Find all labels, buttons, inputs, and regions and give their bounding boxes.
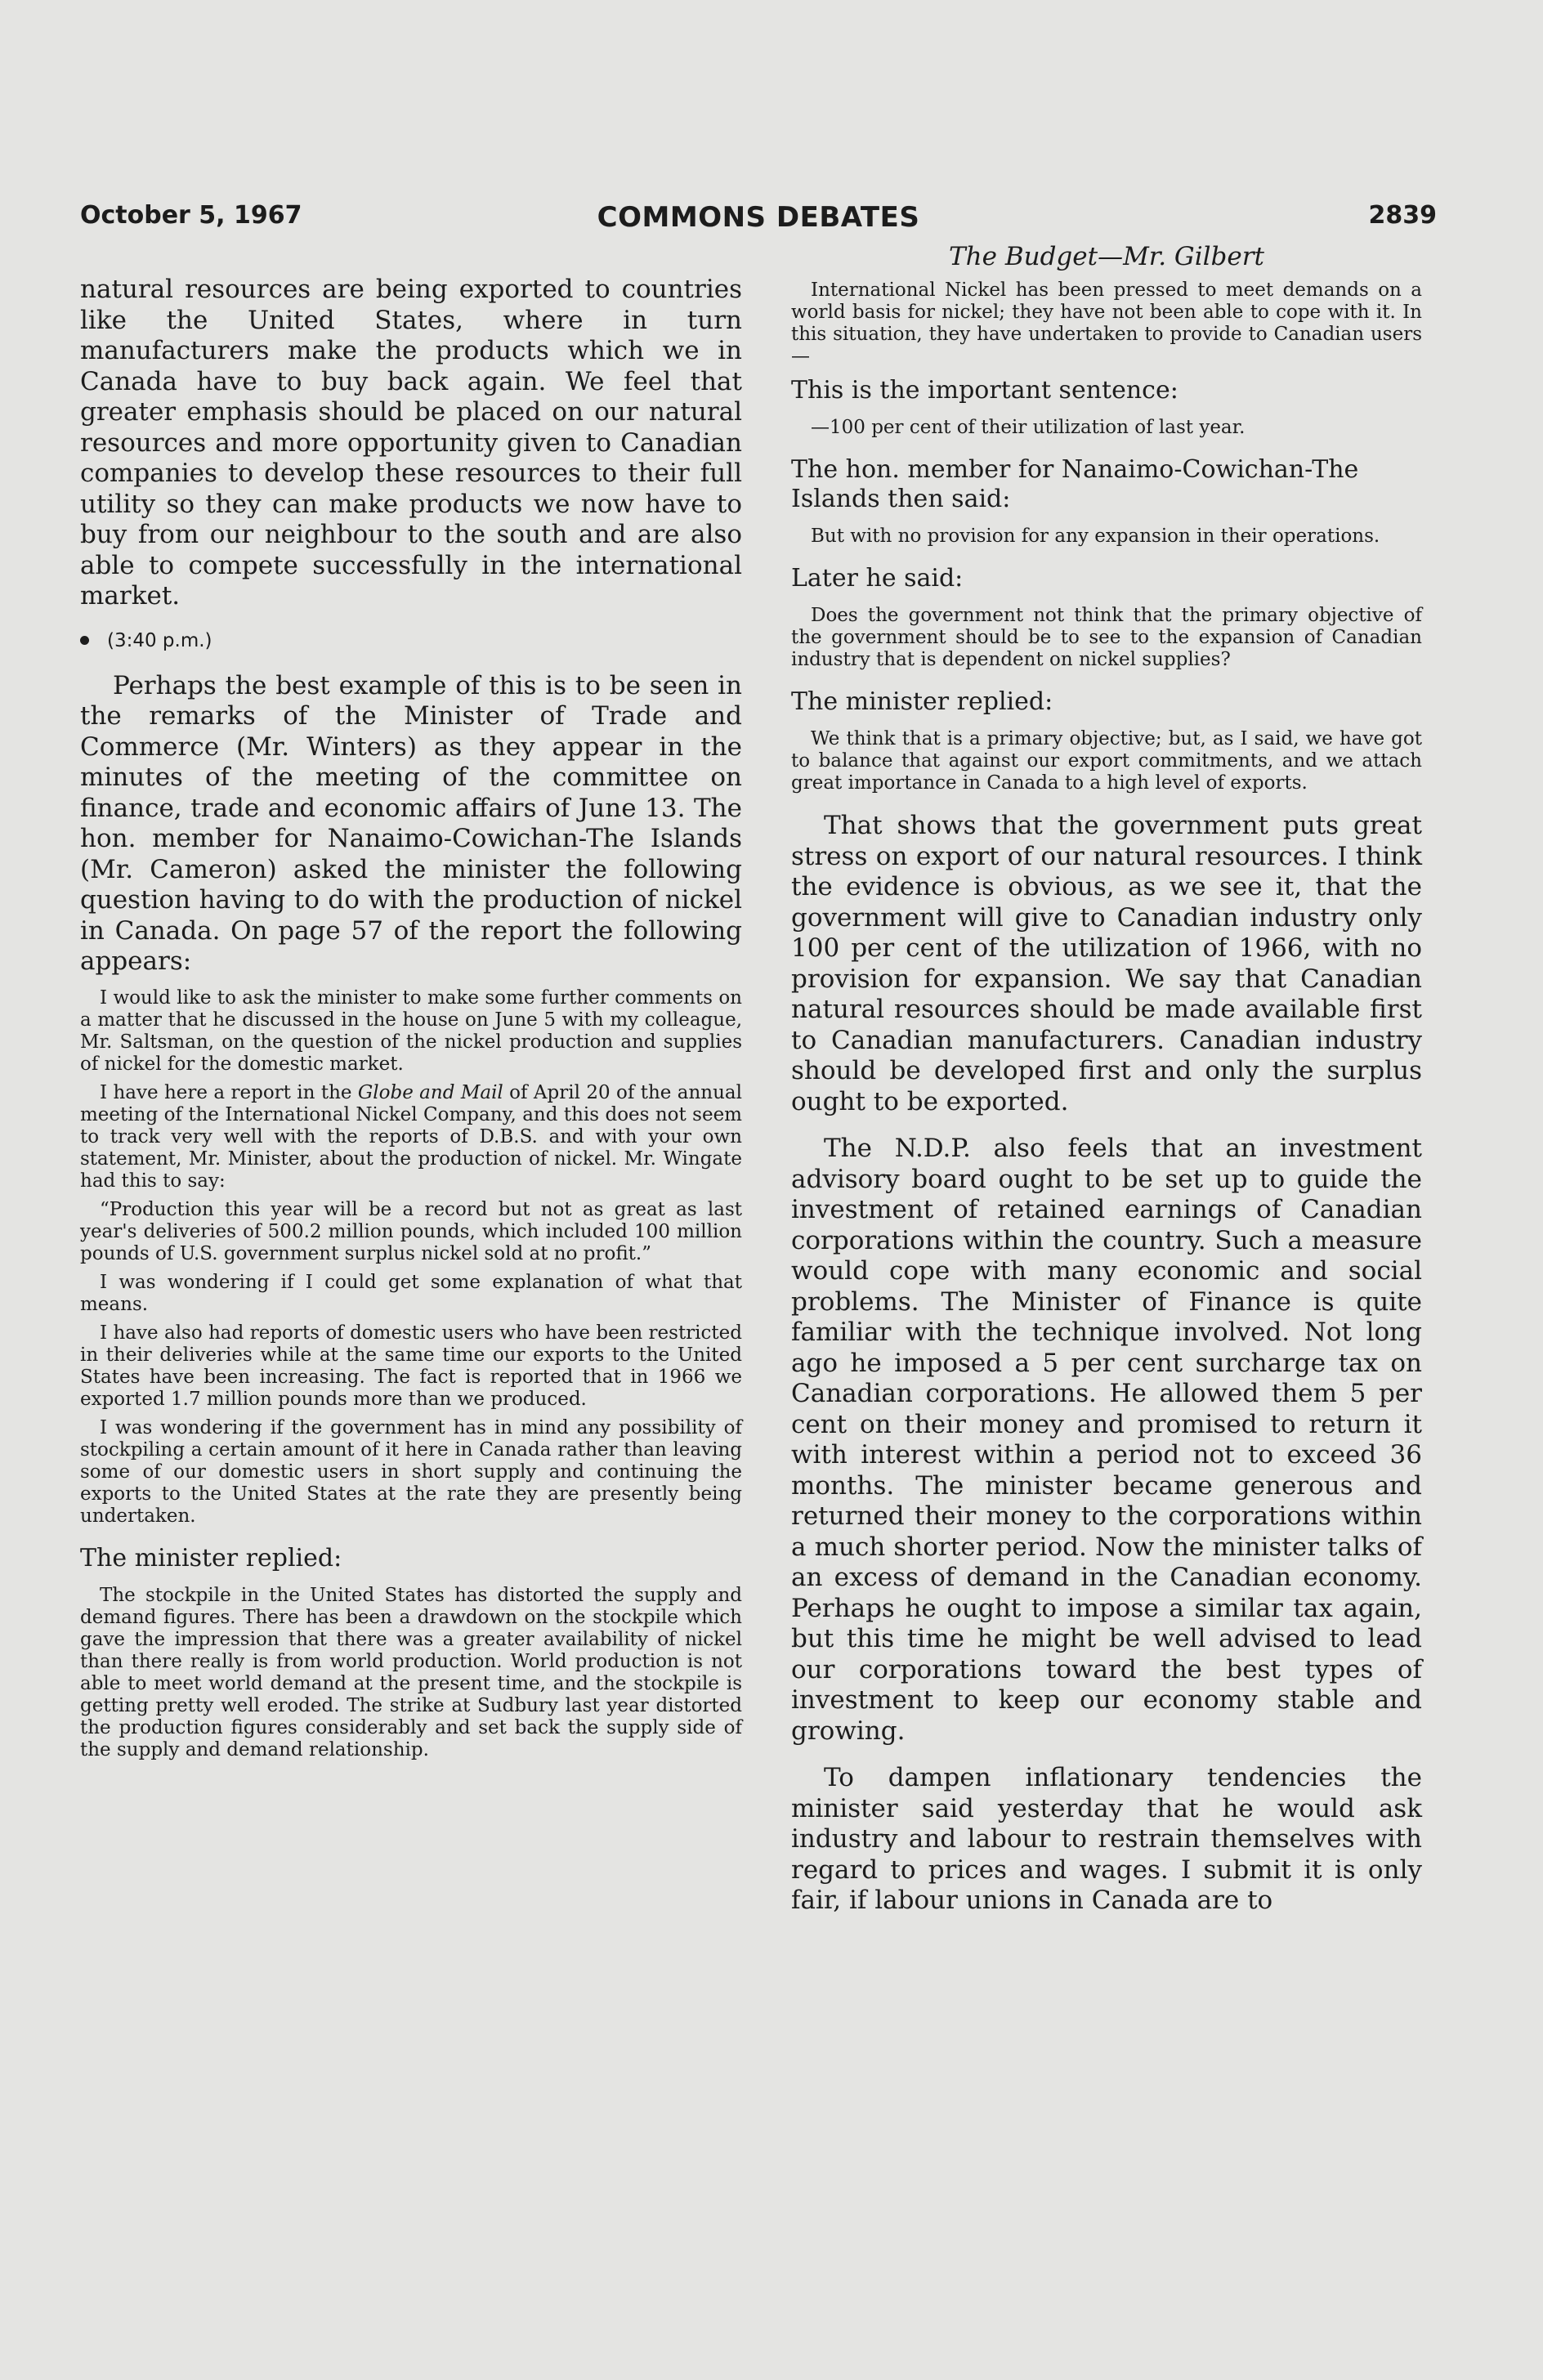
left-lead-1: The minister replied: — [80, 1543, 342, 1572]
bullet-icon — [80, 636, 89, 645]
left-paragraph-1: natural resources are being exported to countries like the United States, where in turn manufacturers make the products which we in Canada have to buy back again. We feel that greater emphasis should be placed on our natural resources and more opportunity given to Canadian companies to develop these resources to their full utility so they can make products we now have to buy from our neighbour to the south and are also able to compete successfully in the international market. — [80, 275, 742, 611]
header-date: October 5, 1967 — [80, 201, 302, 230]
right-lead-4: The minister replied: — [791, 687, 1053, 716]
right-paragraph-1: That shows that the government puts great stress on export of our natural resources. I think the evidence is obvious, as we see it, that the government will give to Canadian industry only 100 per cent of the utilization of 1966, with no provision for expansion. We say that Canadian natural resources should be made available first to Canadian manufacturers. Canadian industry should be developed first and only the surplus ought to be exported. — [791, 811, 1422, 1116]
left-quote-2-b: of April 20 of the annual meeting of the International Nickel Company, and this does not seem to track very well with the reports of D.B.S. and with your own statement, Mr. Minister, about the production of nickel. Mr. Wingate had this to say: — [80, 1081, 743, 1192]
header-title: COMMONS DEBATES — [597, 201, 920, 234]
right-quote-1: International Nickel has been pressed to meet demands on a world basis for nickel; they have not been able to cope with it. In this situation, they have undertaken to provide to Canadian users— — [791, 280, 1422, 367]
page-header — [80, 201, 1437, 242]
section-subheader: The Budget—Mr. Gilbert — [948, 242, 1264, 271]
page-number: 2839 — [1368, 201, 1437, 230]
right-quote-2: —100 per cent of their utilization of last year. — [811, 417, 1246, 438]
left-quote-2 — [80, 1082, 742, 1192]
right-quote-5: We think that is a primary objective; but, as I said, we have got to balance that against our export commitments, and we attach great importance in Canada to a high level of exports. — [791, 728, 1422, 794]
left-quote-4: I was wondering if I could get some explanation of what that means. — [80, 1271, 742, 1315]
left-quote-3: “Production this year will be a record but not as great as last year's deliveries of 500.2 million pounds, which included 100 million pounds of U.S. government surplus nickel sold at no profit.” — [80, 1198, 742, 1264]
left-quote-7: The stockpile in the United States has distorted the supply and demand figures. There has been a drawdown on the stockpile which gave the impression that there was a greater availability of nickel than there really is from world production. World production is not able to meet world demand at the present time, and the stockpile is getting pretty well eroded. The strike at Sudbury last year distorted the production figures considerably and set back the supply side of the supply and demand relationship. — [80, 1584, 742, 1760]
time-stamp-text: (3:40 p.m.) — [107, 629, 212, 651]
time-stamp — [80, 630, 742, 651]
left-quote-2-a: I have here a report in the — [100, 1081, 358, 1103]
left-quote-1: I would like to ask the minister to make some further comments on a matter that he discussed in the house on June 5 with my colleague, Mr. Saltsman, on the question of the nickel production and supplies of nickel for the domestic market. — [80, 986, 742, 1075]
right-quote-4: Does the government not think that the primary objective of the government should be to see to the expansion of Canadian industry that is dependent on nickel supplies? — [791, 605, 1422, 670]
right-paragraph-2: The N.D.P. also feels that an investment advisory board ought to be set up to guide the investment of retained earnings of Canadian corporations within the country. Such a measure would cope with many economic and social problems. The Minister of Finance is quite familiar with the technique involved. Not long ago he imposed a 5 per cent surcharge tax on Canadian corporations. He allowed them 5 per cent on their money and promised to return it with interest within a period not to exceed 36 months. The minister became generous and returned their money to the corporations within a much shorter period. Now the minister talks of an excess of demand in the Canadian economy. Perhaps he ought to impose a similar tax again, but this time he might be well advised to lead our corporations toward the best types of investment to keep our economy stable and growing. — [791, 1134, 1422, 1746]
right-column — [791, 242, 1422, 1917]
right-paragraph-3: To dampen inflationary tendencies the minister said yesterday that he would ask industry and labour to restrain themselves with regard to prices and wages. I submit it is only fair, if labour unions in Canada are to — [791, 1763, 1422, 1915]
right-quote-3: But with no provision for any expansion in their operations. — [811, 526, 1380, 547]
newspaper-name: Globe and Mail — [357, 1081, 503, 1103]
left-paragraph-2: Perhaps the best example of this is to be seen in the remarks of the Minister of Trade and Commerce (Mr. Winters) as they appear in the minutes of the meeting of the committee on finance, trade and economic affairs of June 13. The hon. member for Nanaimo-Cowichan-The Islands (Mr. Cameron) asked the minister the following question having to do with the production of nickel in Canada. On page 57 of the report the following appears: — [80, 670, 742, 976]
left-column — [80, 275, 742, 1768]
right-lead-3: Later he said: — [791, 564, 964, 593]
right-lead-2: The hon. member for Nanaimo-Cowichan-The Islands then said: — [791, 455, 1359, 513]
left-quote-5: I have also had reports of domestic users who have been restricted in their deliveries while at the same time our exports to the United States have been increasing. The fact is reported that in 1966 we exported 1.7 million pounds more than we produced. — [80, 1322, 742, 1410]
left-quote-6: I was wondering if the government has in mind any possibility of stockpiling a certain amount of it here in Canada rather than leaving some of our domestic users in short supply and continuing the exports to the United States at the rate they are presently being undertaken. — [80, 1416, 742, 1527]
right-lead-1: This is the important sentence: — [791, 376, 1178, 405]
